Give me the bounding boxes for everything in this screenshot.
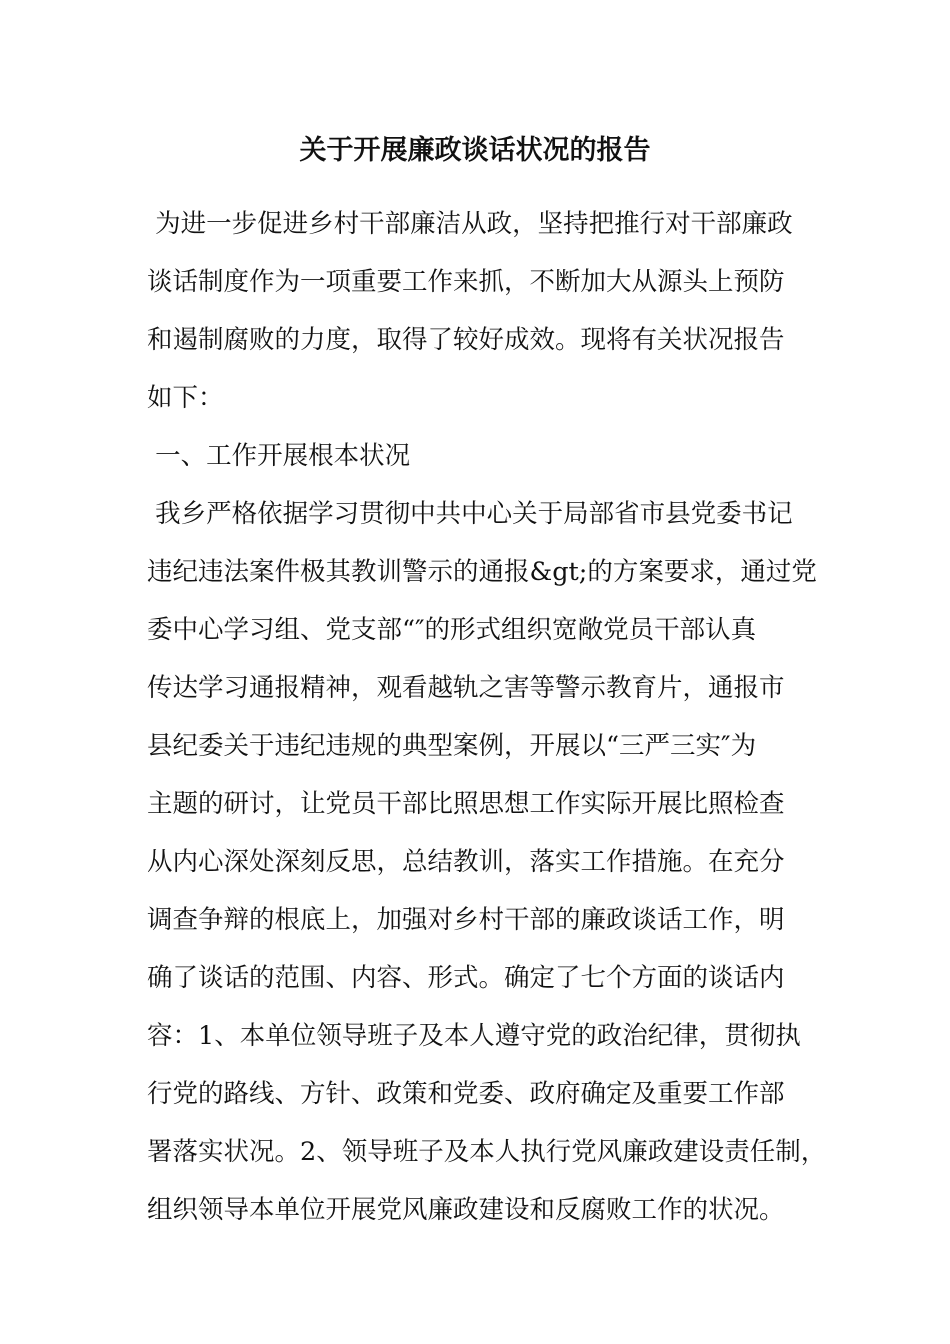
body-line-10: 县纪委关于违纪违规的典型案例，开展以“三严三实″为 [147, 731, 757, 761]
body-line-16: 行党的路线、方针、政策和党委、政府确定及重要工作部 [147, 1079, 785, 1109]
body-line-7: 违纪违法案件极其教训警示的通报&gt;的方案要求，通过党 [147, 557, 817, 587]
body-line-8: 委中心学习组、党支部“″的形式组织宽敞党员干部认真 [147, 615, 757, 645]
section-heading-1: 一、工作开展根本状况 [147, 441, 411, 471]
body-line-18: 组织领导本单位开展党风廉政建设和反腐败工作的状况。 [147, 1195, 785, 1225]
body-line-3: 和遏制腐败的力度，取得了较好成效。现将有关状况报告 [147, 325, 785, 355]
body-line-4: 如下： [147, 383, 224, 413]
body-line-12: 从内心深处深刻反思，总结教训，落实工作措施。在充分 [147, 847, 785, 877]
body-line-13: 调查争辩的根底上，加强对乡村干部的廉政谈话工作，明 [147, 905, 785, 935]
body-line-15: 容：1、本单位领导班子及本人遵守党的政治纪律，贯彻执 [147, 1021, 801, 1051]
body-line-6: 我乡严格依据学习贯彻中共中心关于局部省市县党委书记 [147, 499, 793, 529]
document-body [147, 195, 827, 1239]
body-line-9: 传达学习通报精神，观看越轨之害等警示教育片，通报市 [147, 673, 785, 703]
body-line-2: 谈话制度作为一项重要工作来抓，不断加大从源头上预防 [147, 267, 785, 297]
body-line-1: 为进一步促进乡村干部廉洁从政，坚持把推行对干部廉政 [147, 209, 793, 239]
body-line-14: 确了谈话的范围、内容、形式。确定了七个方面的谈话内 [147, 963, 785, 993]
body-line-11: 主题的研讨，让党员干部比照思想工作实际开展比照检查 [147, 789, 785, 819]
document-title: 关于开展廉政谈话状况的报告 [299, 135, 651, 166]
body-line-17: 署落实状况。2、领导班子及本人执行党风廉政建设责任制， [147, 1137, 827, 1167]
